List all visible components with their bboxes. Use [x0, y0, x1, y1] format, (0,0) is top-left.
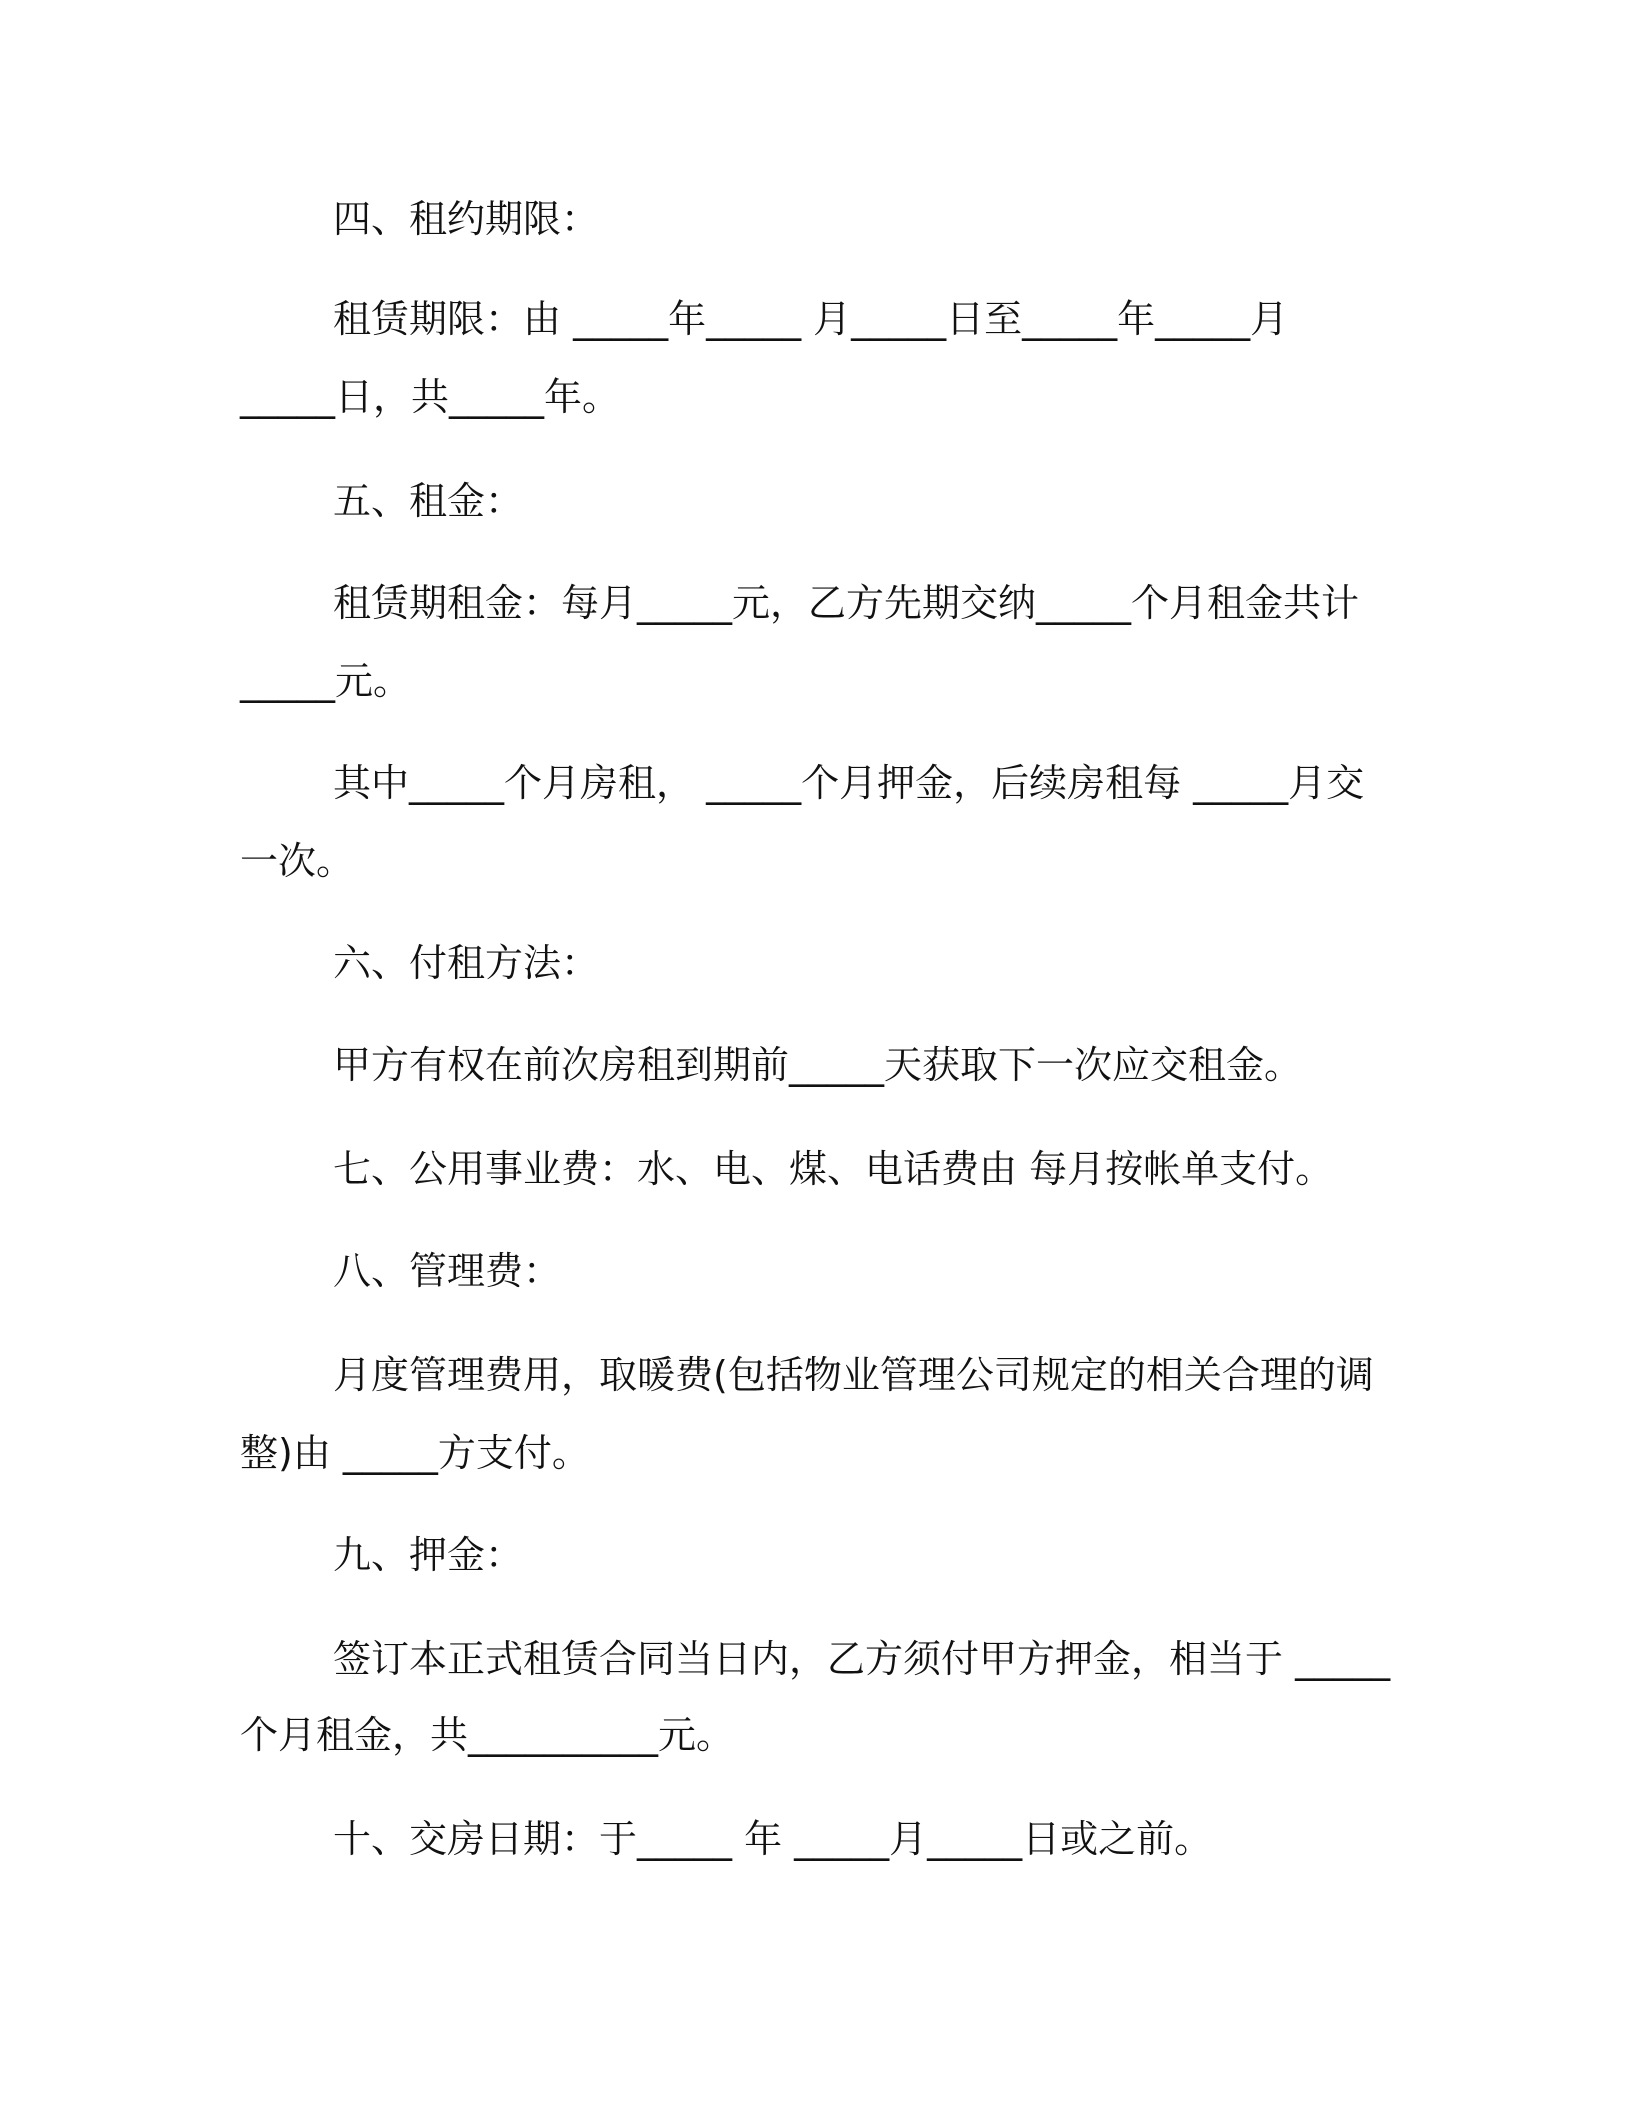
rent-line-1: 租赁期租金：每月_____元，乙方先期交纳_____个月租金共计: [333, 581, 1360, 625]
lease-term-line-1: 租赁期限：由 _____年_____ 月_____日至_____年_____月: [333, 297, 1289, 341]
payment-method-text: 甲方有权在前次房租到期前_____天获取下一次应交租金。: [333, 1043, 1303, 1087]
section-6-heading: 六、付租方法：: [333, 941, 600, 985]
section-7-utilities: 七、公用事业费：水、电、煤、电话费由 每月按帐单支付。: [333, 1147, 1334, 1191]
section-10-handover-date: 十、交房日期：于_____ 年 _____月_____日或之前。: [333, 1817, 1213, 1861]
rent-detail-line-1: 其中_____个月房租， _____个月押金，后续房租每 _____月交: [333, 761, 1365, 805]
lease-term-line-2: _____日，共_____年。: [240, 375, 621, 419]
section-9-heading: 九、押金：: [333, 1533, 524, 1577]
section-5-heading: 五、租金：: [333, 479, 524, 523]
section-4-heading: 四、租约期限：: [333, 197, 600, 241]
deposit-line-2: 个月租金，共__________元。: [240, 1713, 735, 1757]
deposit-line-1: 签订本正式租赁合同当日内，乙方须付甲方押金，相当于 _____: [333, 1637, 1391, 1681]
section-8-heading: 八、管理费：: [333, 1249, 562, 1293]
rent-line-2: _____元。: [240, 659, 412, 703]
management-fee-line-2: 整)由 _____方支付。: [240, 1431, 590, 1475]
management-fee-line-1: 月度管理费用，取暖费(包括物业管理公司规定的相关合理的调: [333, 1353, 1374, 1397]
rent-detail-line-2: 一次。: [240, 839, 355, 883]
